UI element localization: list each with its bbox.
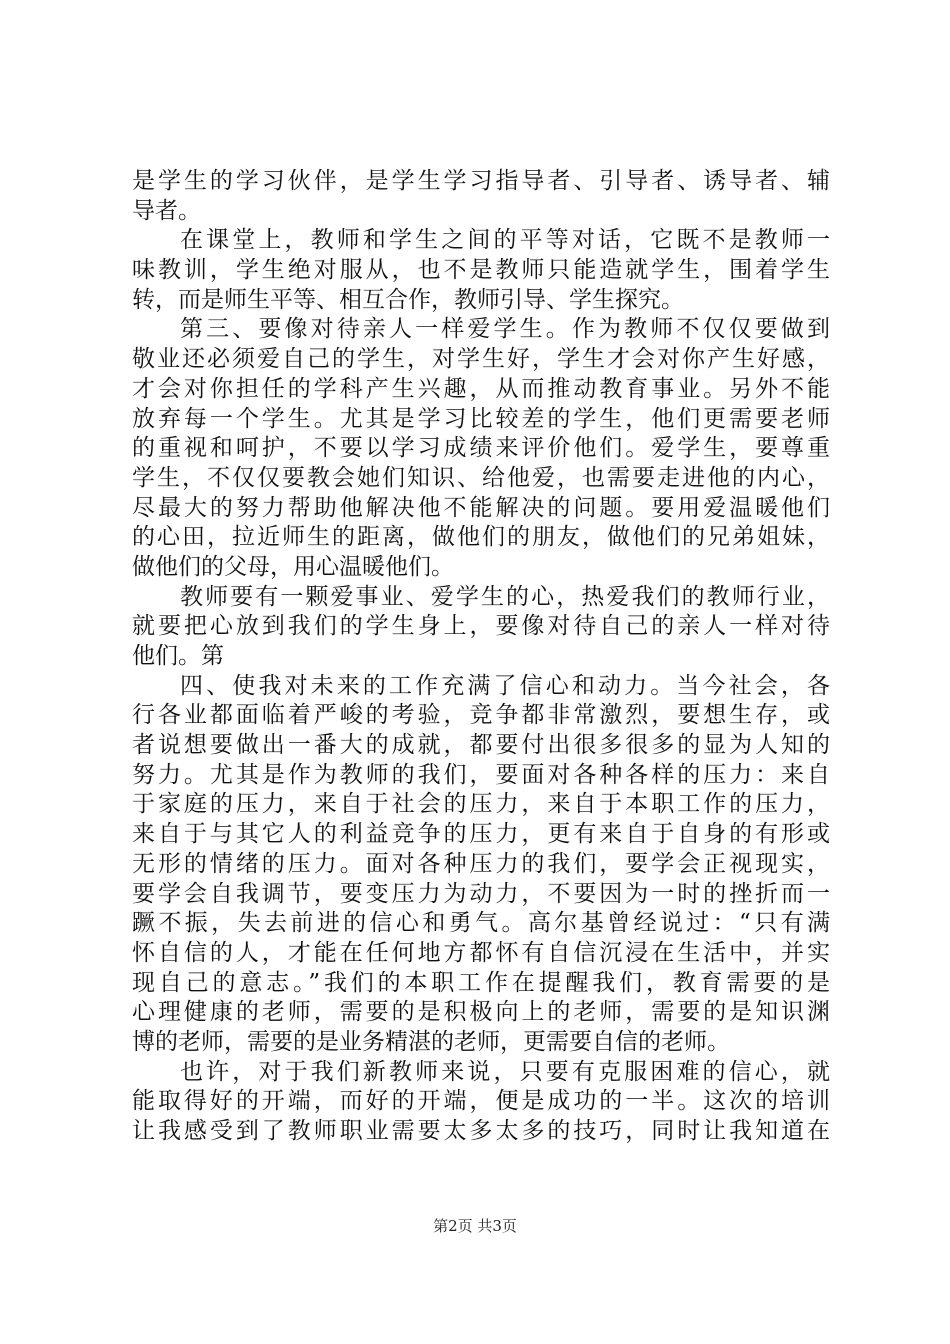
text-line: 的心田，拉近师生的距离，做他们的朋友，做他们的兄弟姐妹， [132,524,830,551]
text-line: 心理健康的老师，需要的是积极向上的老师，需要的是知识渊 [132,999,830,1026]
text-line: 行各业都面临着严峻的考验，竞争都非常激烈，要想生存，或 [132,702,830,729]
text-line: 在课堂上，教师和学生之间的平等对话，它既不是教师一 [180,227,830,254]
text-line: 才会对你担任的学科产生兴趣，从而推动教育事业。另外不能 [132,375,830,402]
text-line: 者说想要做出一番大的成就，都要付出很多很多的显为人知的 [132,732,830,759]
text-line: 于家庭的压力，来自于社会的压力，来自于本职工作的压力， [132,791,830,818]
text-line: 味教训，学生绝对服从，也不是教师只能造就学生，围着学生 [132,257,830,284]
text-line: 做他们的父母，用心温暖他们。 [132,553,454,580]
text-line: 要学会自我调节，要变压力为动力，不要因为一时的挫折而一 [132,880,830,907]
text-line: 来自于与其它人的利益竞争的压力，更有来自于自身的有形或 [132,821,830,848]
text-line: 也许，对于我们新教师来说，只要有克服困难的信心，就 [180,1058,830,1085]
text-line: 学生，不仅仅要教会她们知识、给他爱，也需要走进他的内心， [132,464,830,491]
text-line: 的重视和呵护，不要以学习成绩来评价他们。爱学生，要尊重 [132,435,830,462]
page-footer: 第2页 共3页 [433,1217,517,1235]
text-line: 博的老师，需要的是业务精湛的老师，更需要自信的老师。 [132,1028,730,1055]
text-line: 就要把心放到我们的学生身上，要像对待自己的亲人一样对待 [132,613,830,640]
text-line: 是学生的学习伙伴，是学生学习指导者、引导者、诱导者、辅 [132,168,830,194]
text-line: 他们。第 [132,643,224,669]
text-line: 努力。尤其是作为教师的我们，要面对各种各样的压力：来自 [132,761,830,788]
text-line: 蹶不振，失去前进的信心和勇气。高尔基曾经说过：“只有满 [132,910,830,937]
text-line: 能取得好的开端，而好的开端，便是成功的一半。这次的培训 [132,1088,830,1115]
text-line: 导者。 [132,197,201,224]
text-line: 现自己的意志。”我们的本职工作在提醒我们，教育需要的是 [132,969,830,996]
text-line: 教师要有一颗爱事业、爱学生的心，热爱我们的教师行业， [180,583,830,610]
text-line: 第三、要像对待亲人一样爱学生。作为教师不仅仅要做到 [180,316,830,343]
text-line: 让我感受到了教师职业需要太多太多的技巧，同时让我知道在 [132,1118,830,1144]
text-line: 放弃每一个学生。尤其是学习比较差的学生，他们更需要老师 [132,405,830,432]
document-body [132,167,830,1147]
text-line: 四、使我对未来的工作充满了信心和动力。当今社会，各 [180,672,830,699]
text-line: 转，而是师生平等、相互合作，教师引导、学生探究。 [132,286,684,313]
text-line: 怀自信的人，才能在任何地方都怀有自信沉浸在生活中，并实 [132,939,830,966]
text-line: 敬业还必须爱自己的学生，对学生好，学生才会对你产生好感， [132,346,830,373]
text-line: 尽最大的努力帮助他解决他不能解决的问题。要用爱温暖他们 [132,494,830,521]
text-line: 无形的情绪的压力。面对各种压力的我们，要学会正视现实， [132,850,830,877]
